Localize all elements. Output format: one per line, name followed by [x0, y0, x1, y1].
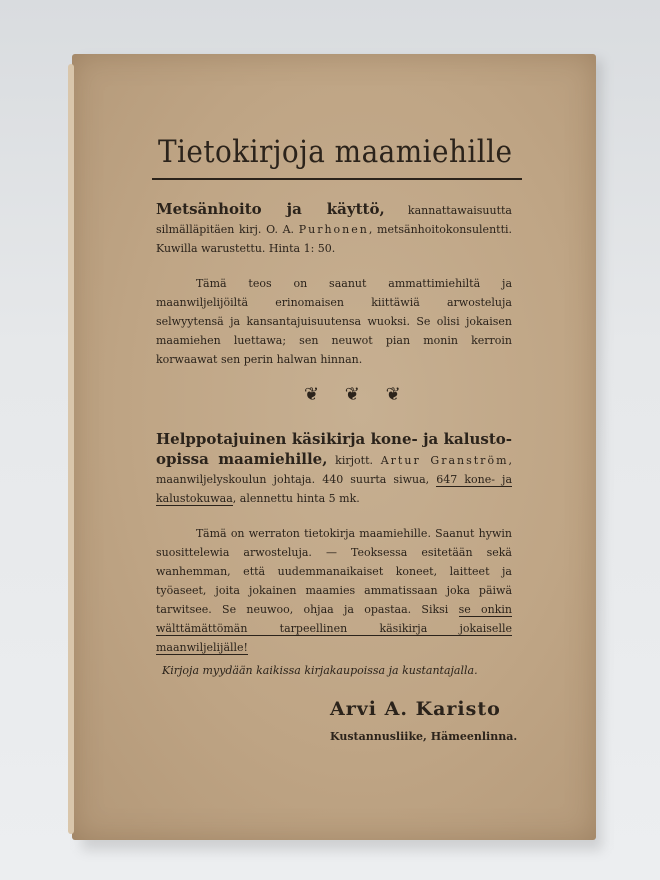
book2-heading: Helppotajuinen käsikirja kone- ja kalusto-opissa maamiehille, [156, 430, 512, 468]
book1-heading: Metsänhoito ja käyttö, [156, 200, 385, 218]
book-cover-page [72, 54, 596, 840]
book2-by: kirjott. [327, 454, 373, 467]
book2-author: Artur Granström [380, 454, 509, 467]
book2-desc: , maanwiljelyskoulun johtaja. 440 suurta siwua, [156, 454, 512, 486]
book2-review-emphasis: se onkin wälttämättömän tarpeellinen käsikirja jokaiselle maanwiljelijälle! [156, 603, 512, 654]
ornament-divider: ❦ ❦ ❦ [304, 384, 411, 405]
footer-note: Kirjoja myydään kaikissa kirjakaupoissa ja kustantajalla. [162, 664, 478, 677]
title-rule [152, 178, 522, 180]
book2-review: Tämä on werraton tietokirja maamiehille. Saanut hywin suosittelewia arwosteluja. — Teoksessa esitetään sekä wanhemman, että uudemmanaikaiset koneet, laitteet ja työaseet, joita jokainen maamies ammatissaan joka päiwä tarwitsee. Se neuwoo, ohjaa ja opastaa. Siksi [156, 527, 512, 616]
book1-entry [156, 200, 512, 258]
book2-review-box [156, 524, 512, 657]
publisher-name: Arvi A. Karisto [330, 698, 501, 720]
page-title: Tietokirjoja maamiehille [158, 134, 513, 170]
book1-intro-end: , metsänhoitokonsulentti. Kuwilla warustettu. Hinta 1: 50. [156, 223, 513, 255]
book1-review: Tämä teos on saanut ammattimiehiltä ja maanwiljelijöiltä erinomaisen kiittäwiä arwosteluja selwyytensä ja kansantajuisuutensa wuoksi. Se olisi jokaisen maamiehen luettawa; sen neuwot pian monin kerroin korwaawat sen perin halwan hinnan. [156, 277, 512, 366]
book1-intro: kannattawaisuutta silmälläpitäen kirj. O. A. [156, 204, 512, 236]
book2-price: , alennettu hinta 5 mk. [232, 492, 360, 505]
book1-author: Purhonen [298, 223, 369, 236]
book2-illustrations: 647 kone- ja kalustokuwaa [156, 473, 513, 505]
book2-entry [156, 430, 512, 508]
publisher-location: Kustannusliike, Hämeenlinna. [330, 730, 518, 743]
